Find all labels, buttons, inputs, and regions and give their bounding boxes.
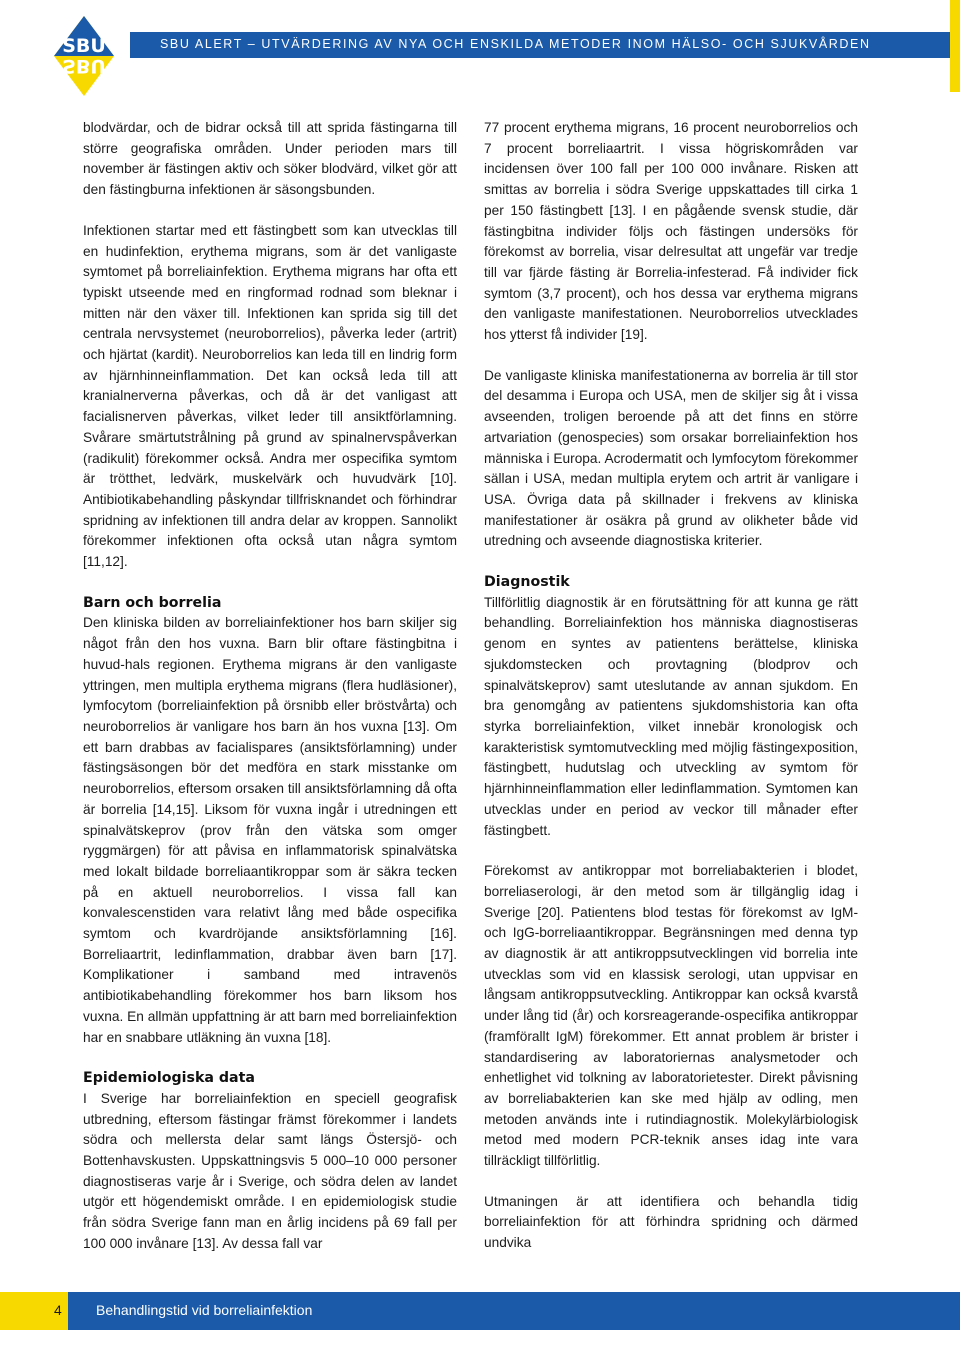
paragraph: Utmaningen är att identifiera och behandla tidig borreliainfektion för att förhindra spridning och därmed undvika <box>484 1193 858 1251</box>
svg-text:SBU: SBU <box>62 55 106 77</box>
page-footer <box>0 1292 960 1330</box>
paragraph: I Sverige har borreliainfektion en speciell geografisk utbredning, eftersom fästingar främst förekommer i landets södra och mellersta delar samt längs Östersjö- och Bottenhavskusten. Uppskattningsvis 5 000–10 000 personer diagnostiseras varje år i Sverige, och södra delen av landet utgör ett högendemiskt område. I en epidemiologisk studie från södra Sverige fann man en årlig incidens på 69 fall per 100 000 invånare [13]. Av dessa fall var <box>83 1090 457 1251</box>
paragraph: Tillförlitlig diagnostik är en förutsättning för att kunna ge rätt behandling. Borreliainfektion hos människa diagnostiseras genom en syntes av patientens berättelse, kliniska sjukdomstecken och provtagning (blodprov och spinalvätskeprov) samt uteslutande av annan sjukdom. En bra genomgång av patientens sjukdomshistoria kan ofta styrka borreliainfektion, vilket innebär kronologisk och karakteristisk symtomutveckling med möjlig fästingexposition, fästingbett, hudutslag och utveckling av symtom för hjärnhinneinflammation eller ledinflammation. Symtomen kan utvecklas under en period av veckor till månader efter fästingbett. <box>484 594 858 838</box>
paragraph: Den kliniska bilden av borreliainfektioner hos barn skiljer sig något från den hos vuxna. Barn blir oftare fästingbitna i huvud-hals regionen. Erythema migrans är den vanligaste yttringen, men multipla erythema migrans (flera hudläsioner), lymfocytom (borreliainfektion på örsnibb eller bröstvårta) och neuroborrelios är vanligare hos barn än hos vuxna [13]. Om ett barn drabbas av facialispares (ansiktsförlamning) under fästingsäsongen bör det medföra en stark misstanke om neuroborrelios, eftersom orsaken till ansiktsförlamning då ofta är borrelia [14,15]. Liksom för vuxna ingår i utredningen ett spinalvätskeprov (prov från den vätska som omger ryggmärgen) för att påvisa en inflammatorisk spinalvätska med lokalt bildade borreliaantikroppar som är säkra tecken på en aktuell neuroborrelios. I vissa fall kan konvalescenstiden vara relativt lång med både ospecifika symtom och kvardröjande ansiktsförlamning [16]. Borreliaartrit, ledinflammation, drabbar även barn [17]. Komplikationer i samband med intravenös antibiotikabehandling förekommer hos barn liksom hos vuxna. En allmän uppfattning är att barn med borreliainfektion har en snabbare utläkning än vuxna [18]. <box>83 615 457 1045</box>
header-accent-strip <box>950 0 960 92</box>
page-header <box>0 0 960 92</box>
sbu-logo <box>52 12 116 98</box>
footer-title: Behandlingstid vid borreliainfektion <box>96 1302 313 1318</box>
header-title: SBU ALERT – UTVÄRDERING AV NYA OCH ENSKILDA METODER INOM HÄLSO- OCH SJUKVÅRDEN <box>160 37 871 51</box>
paragraph: 77 procent erythema migrans, 16 procent neuroborrelios och 7 procent borreliaartrit. I vissa högriskområden var incidensen över 100 fall per 100 000 invånare. Risken att smittas av borrelia i södra Sverige uppskattades till cirka 1 per 150 fästingbett [13]. I en pågående svensk studie, där fästingbitna individer följs och fästingen undersöks för förekomst av borrelia, visar delresultat att ungefär var tredje till var fjärde fästing är Borrelia-infesterad. Få individer fick symtom (3,7 procent), och hos dessa var erythema migrans den vanligaste manifestationen. Neuroborrelios utvecklades hos ytterst få individer [19]. <box>484 120 858 343</box>
svg-text:SBU: SBU <box>62 35 106 57</box>
paragraph: blodvärdar, och de bidrar också till att sprida fästingarna till större geografiska områden. Under perioden mars till november är fästingen aktiv och söker blodvärd, vilket gör att den fästingburna infektionen är säsongsbunden. <box>83 120 457 198</box>
section-heading-diagnostik: Diagnostik <box>484 574 570 591</box>
left-column <box>83 118 457 1275</box>
paragraph: Infektionen startar med ett fästingbett som kan utvecklas till en hudinfektion, erythema migrans, som är det vanligaste symtomet på borreliainfektion. Erythema migrans har ofta ett typiskt utseende med en ringformad rodnad som bleknar i mitten när den växer till. Infektionen kan sprida sig till det centrala nervsystemet (neuroborrelios), påverka leder (artrit) och hjärtat (kardit). Neuroborrelios kan leda till en lindrig form av hjärnhinneinflammation. Det kan också leda till att kranialnerverna påverkas, och då är det vanligast att facialisnerven påverkas, vilket leder till ansiktförlamning. Svårare smärtutstrålning på grund av spinalnervspåverkan (radikulit) förekommer också. Andra mer ospecifika symtom är trötthet, ledvärk, muskelvärk och huvudvärk [10]. Antibiotikabehandling påskyndar tillfrisknandet och förhindrar spridning av infektionen till andra delar av kroppen. Sannolikt förekommer infektionen ofta också utan några symtom [11,12]. <box>83 222 457 570</box>
paragraph: De vanligaste kliniska manifestationerna av borrelia är till stor del desamma i Europa och USA, men de skiljer sig åt i vissa avseenden, troligen beroende på att det finns en större artvariation (genospecies) som orsakar borreliainfektion hos människa i Europa. Acrodermatit och lymfocytom förekommer sällan i USA, medan multipla erytem och artrit är vanligare i USA. Övriga data på skillnader i frekvens av kliniska manifestationer är osäkra på grund av olikheter både vid utredning och avseende diagnostiska kriterier. <box>484 367 858 549</box>
page-number: 4 <box>54 1302 62 1318</box>
right-column <box>484 118 858 1274</box>
section-heading-epidemiologi: Epidemiologiska data <box>83 1070 255 1087</box>
section-heading-barn: Barn och borrelia <box>83 594 222 611</box>
paragraph: Förekomst av antikroppar mot borreliabakterien i blodet, borreliaserologi, är den metod som är tillgänglig idag i Sverige [20]. Patientens blod testas för förekomst av IgM- och IgG-borreliaantikroppar. Begränsningen med denna typ av diagnostik är att antikroppsutvecklingen vid borrelia inte utvecklas som vid en klassisk serologi, utan uppvisar en långsam antikroppsutveckling. Antikroppar kan också kvarstå under lång tid (år) och korsreagerande-ospecifika antikroppar (framförallt IgM) förekommer. Ett annat problem är brister i standardisering av laboratoriernas analysmetoder och enhetlighet vid tolkning av laboratorietester. Direkt påvisning av borreliabakterien kan ske med hjälp av odling, men metoden används inte i rutindiagnostik. Molekylärbiologisk metod med modern PCR-teknik anses idag inte vara tillräckligt tillförlitlig. <box>484 863 858 1169</box>
